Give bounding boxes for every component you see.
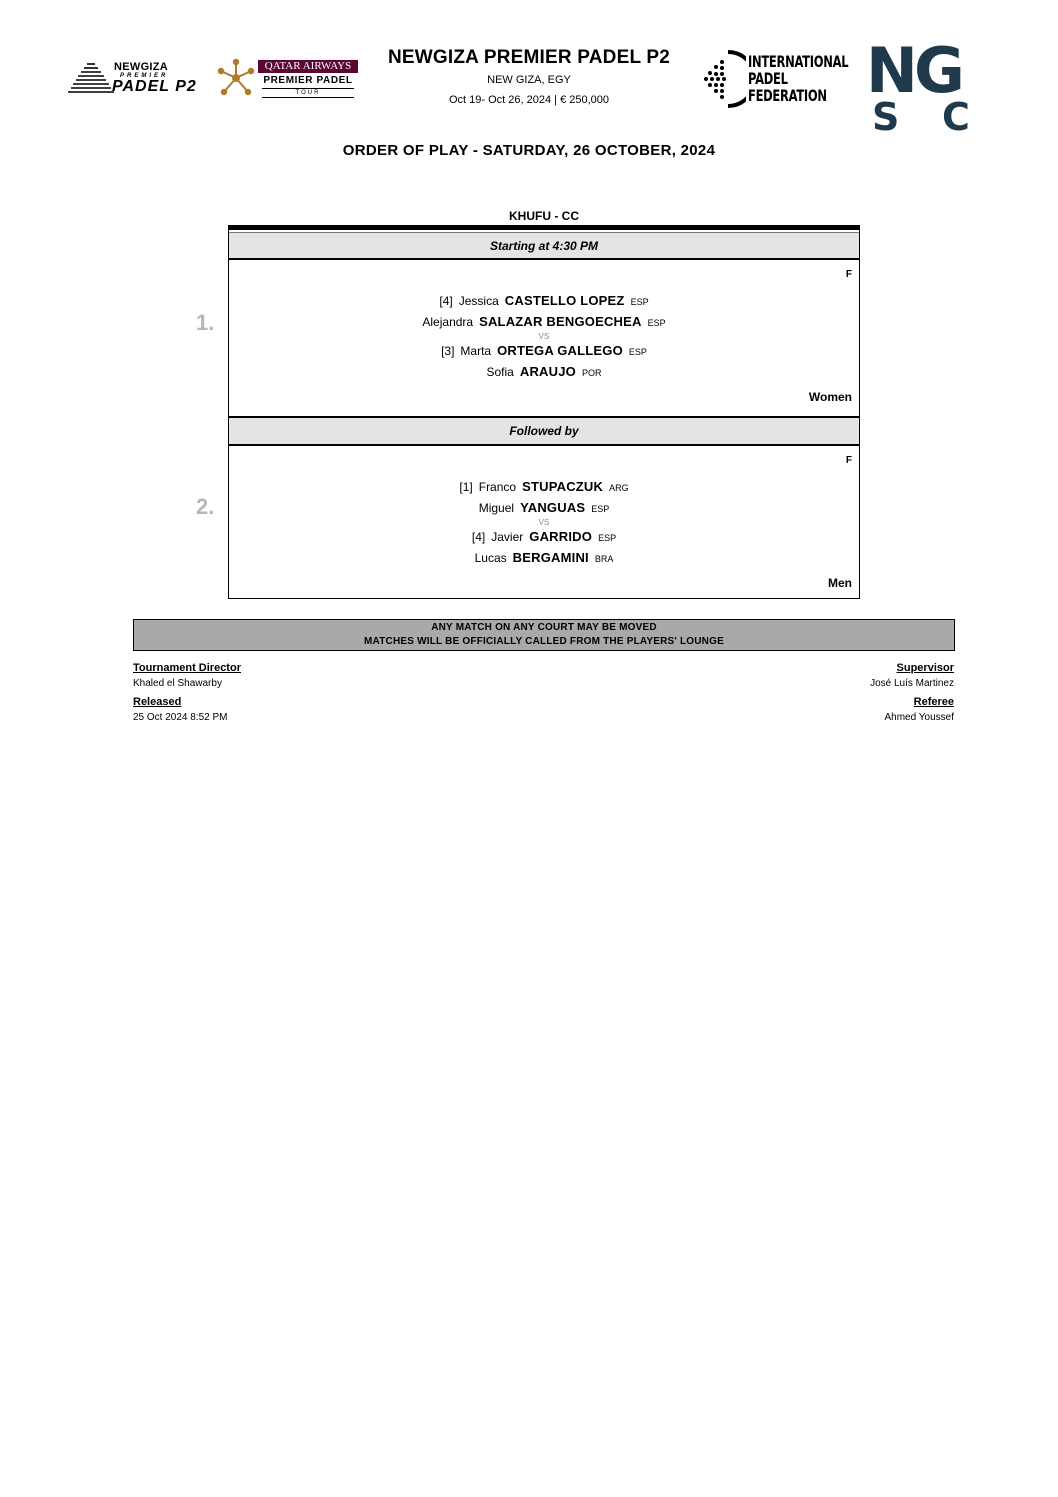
player-last-name: YANGUAS <box>520 500 586 515</box>
player-last-name: SALAZAR BENGOECHEA <box>479 314 642 329</box>
notice-banner <box>133 619 955 651</box>
match-number: 2. <box>196 494 215 519</box>
tournament-location: NEW GIZA, EGY <box>487 74 571 86</box>
player-nationality: ESP <box>591 504 610 514</box>
premier-padel-star-icon <box>216 58 256 98</box>
player-row <box>229 527 859 548</box>
newgiza-premier-padel-logo <box>68 60 210 96</box>
ngsc-letter-s: S <box>872 95 900 134</box>
order-of-play-title: ORDER OF PLAY - SATURDAY, 26 OCTOBER, 2024 <box>342 142 716 159</box>
player-seed: [1] <box>459 480 473 494</box>
ngsc-letter-c: C <box>942 95 970 134</box>
player-first-name: Marta <box>460 344 492 358</box>
match-card <box>229 260 859 416</box>
player-row <box>229 477 859 498</box>
round-label: F <box>845 455 852 466</box>
newgiza-premier-text: PREMIER <box>120 73 169 79</box>
match-players <box>229 291 859 383</box>
player-nationality: ARG <box>609 483 629 493</box>
fip-line-3: FEDERATION <box>748 86 827 105</box>
pyramid-icon <box>68 61 114 95</box>
player-nationality: ESP <box>647 318 666 328</box>
player-row <box>229 548 859 569</box>
round-label: F <box>845 269 852 280</box>
player-first-name: Miguel <box>478 501 515 515</box>
player-row <box>229 362 859 383</box>
released-label: Released <box>133 696 182 708</box>
ngsc-monogram-logo <box>864 28 972 134</box>
match-players <box>229 477 859 569</box>
player-last-name: CASTELLO LOPEZ <box>504 293 625 308</box>
player-nationality: ESP <box>630 297 649 307</box>
player-last-name: ARAUJO <box>519 364 576 379</box>
player-first-name: Franco <box>478 480 517 494</box>
player-row <box>229 498 859 519</box>
player-last-name: ORTEGA GALLEGO <box>497 343 623 358</box>
versus-label: VS <box>538 332 550 341</box>
qatar-airways-band: QATAR AIRWAYS <box>258 60 358 73</box>
player-first-name: Jessica <box>458 294 499 308</box>
referee-label: Referee <box>913 696 954 708</box>
supervisor-label: Supervisor <box>896 662 954 674</box>
player-last-name: STUPACZUK <box>522 479 604 494</box>
player-first-name: Sofia <box>486 365 514 379</box>
ngsc-letter-n: N <box>866 34 918 107</box>
match-card <box>229 446 859 602</box>
supervisor-block <box>870 661 954 691</box>
match-category: Men <box>828 576 852 590</box>
newgiza-wordmark: NEWGIZA <box>114 61 169 73</box>
player-first-name: Javier <box>491 530 524 544</box>
tournament-dates-prize: Oct 19- Oct 26, 2024 | € 250,000 <box>448 94 609 106</box>
tour-text: TOUR <box>262 88 354 98</box>
fip-line-2: PADEL <box>748 69 788 88</box>
international-padel-federation-logo <box>748 53 848 104</box>
start-time-band: Starting at 4:30 PM <box>229 232 859 260</box>
supervisor-name: José Luís Martinez <box>870 678 954 689</box>
notice-line-2: MATCHES WILL BE OFFICIALLY CALLED FROM THE PLAYERS' LOUNGE <box>364 636 724 647</box>
fip-ball-icon <box>700 50 746 108</box>
player-row <box>229 312 859 333</box>
player-nationality: ESP <box>628 347 647 357</box>
player-last-name: BERGAMINI <box>512 550 589 565</box>
tournament-title: NEWGIZA PREMIER PADEL P2 <box>387 47 671 68</box>
versus-label: VS <box>538 518 550 527</box>
player-seed: [3] <box>441 344 455 358</box>
player-seed: [4] <box>471 530 486 544</box>
newgiza-padel-text: PADEL P2 <box>112 78 197 95</box>
player-seed: [4] <box>439 294 453 308</box>
player-last-name: GARRIDO <box>529 529 593 544</box>
match-number: 1. <box>196 310 215 335</box>
player-first-name: Lucas <box>474 551 507 565</box>
player-first-name: Alejandra <box>422 315 474 329</box>
released-block <box>133 695 228 725</box>
tournament-header <box>330 46 728 108</box>
ngsc-letter-g: G <box>914 34 965 107</box>
tournament-director-name: Khaled el Shawarby <box>133 678 222 689</box>
court-name: KHUFU - CC <box>509 209 579 223</box>
player-row <box>229 291 859 312</box>
court-schedule-box <box>228 225 860 599</box>
tournament-director-block <box>133 661 241 691</box>
player-nationality: ESP <box>598 533 617 543</box>
followed-by-band: Followed by <box>229 416 859 446</box>
released-timestamp: 25 Oct 2024 8:52 PM <box>133 712 228 723</box>
premier-padel-text: PREMIER PADEL <box>263 75 353 86</box>
player-row <box>229 341 859 362</box>
fip-line-1: INTERNATIONAL <box>748 52 849 71</box>
referee-name: Ahmed Youssef <box>884 712 954 723</box>
tournament-director-label: Tournament Director <box>133 662 241 674</box>
notice-line-1: ANY MATCH ON ANY COURT MAY BE MOVED <box>431 622 657 633</box>
player-nationality: POR <box>581 368 602 378</box>
referee-block <box>885 695 955 725</box>
player-nationality: BRA <box>594 554 614 564</box>
match-category: Women <box>808 390 852 404</box>
